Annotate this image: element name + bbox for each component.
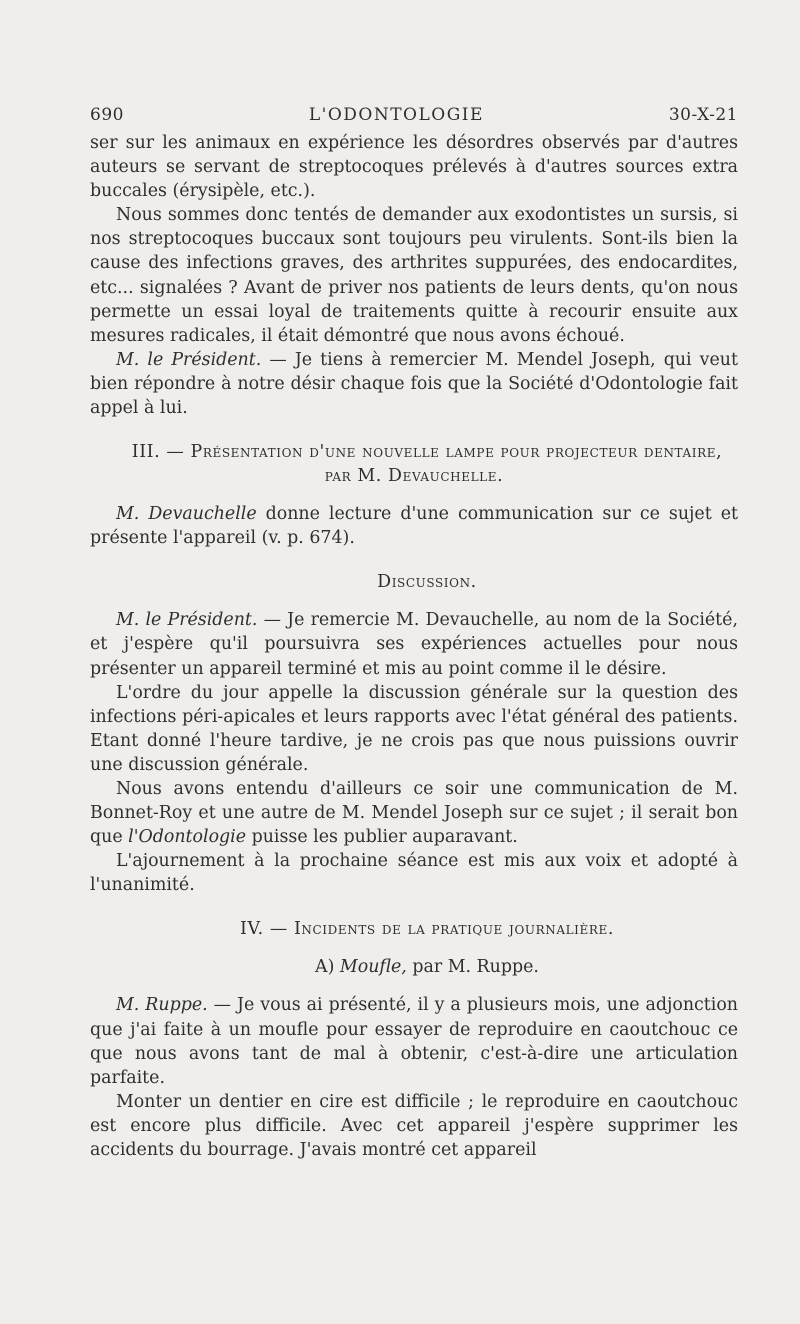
section-heading: IV. — Incidents de la pratique journalière. (239, 919, 614, 940)
paragraph: ser sur les animaux en expérience les désordres observés par d'autres auteurs se servant de streptocoques prélevés à d'autres sources extra buccales (érysipèle, etc.). (90, 133, 738, 202)
section-heading: III. — Présentation d'une nouvelle lampe pour projecteur dentaire, par M. Devauchelle. (131, 442, 723, 487)
journal-reference: l'Odontologie (128, 827, 247, 848)
subsection-suffix: par M. Ruppe. (406, 957, 539, 978)
paragraph-text: Nous avons entendu d'ailleurs ce soir une communication de M. Bonnet-Roy et une autre de M. Mendel Joseph sur ce sujet ; il serait bon que (90, 778, 738, 848)
paragraph (90, 608, 738, 680)
paragraph: Monter un dentier en cire est difficile ; le reproduire en caoutchouc est encore plus difficile. Avec cet appareil j'espère supprimer les accidents du bourrage. J'avais montré cet appareil (90, 1091, 738, 1160)
journal-title: L'ODONTOLOGIE (308, 105, 484, 125)
book-page (90, 105, 738, 1162)
paragraph-text: donne lecture d'une communication sur ce sujet et présente l'appareil (v. p. 674). (90, 504, 738, 549)
body-text (90, 131, 738, 1162)
paragraph-text: — Je remercie M. Devauchelle, au nom de la Société, et j'espère qu'il poursuivra ses expériences actuelles pour nous présenter un appareil terminé et mis au point comme il le désire. (90, 610, 738, 679)
paragraph (90, 777, 738, 849)
paragraph (90, 502, 738, 550)
paragraph (90, 348, 738, 420)
paragraph: L'ajournement à la prochaine séance est mis aux voix et adopté à l'unanimité. (90, 851, 738, 896)
paragraph-text: puisse les publier auparavant. (246, 827, 518, 848)
paragraph-text: — Je tiens à remercier M. Mendel Joseph, qui veut bien répondre à notre désir chaque fois que la Société d'Odontologie fait appel à lui. (90, 349, 738, 419)
discussion-heading: Discussion. (377, 572, 477, 593)
speaker-name: M. le Président. (116, 610, 258, 631)
running-head (90, 105, 738, 125)
paragraph-text: — Je vous ai présenté, il y a plusieurs mois, une adjonction que j'ai faite à un moufle pour essayer de reproduire en caoutchouc ce que nous avons tant de mal à obtenir, c'est-à-dire une articulation parfaite. (90, 995, 739, 1088)
speaker-name: M. le Président. (116, 349, 262, 370)
subsection-title: Moufle, (339, 957, 407, 978)
page-number: 690 (90, 105, 124, 125)
paragraph (90, 993, 738, 1089)
speaker-name: M. Devauchelle (116, 504, 257, 525)
paragraph: L'ordre du jour appelle la discussion générale sur la question des infections péri-apicales et leurs rapports avec l'état général des patients. Etant donné l'heure tardive, je ne crois pas que nous puissions ouvrir une discussion générale. (90, 682, 738, 775)
subsection-prefix: A) (315, 957, 340, 978)
paragraph: Nous sommes donc tentés de demander aux exodontistes un sursis, si nos streptocoques buccaux sont toujours peu virulents. Sont-ils bien la cause des infections graves, des arthrites suppurées, des endocardites, etc... signalées ? Avant de priver nos patients de leurs dents, qu'on nous permette un essai loyal de traitements quitte à recourir ensuite aux mesures radicales, il était démontré que nous avons échoué. (90, 205, 738, 346)
speaker-name: M. Ruppe. (116, 995, 208, 1016)
issue-date: 30-X-21 (668, 105, 738, 125)
subsection-heading (90, 955, 738, 979)
